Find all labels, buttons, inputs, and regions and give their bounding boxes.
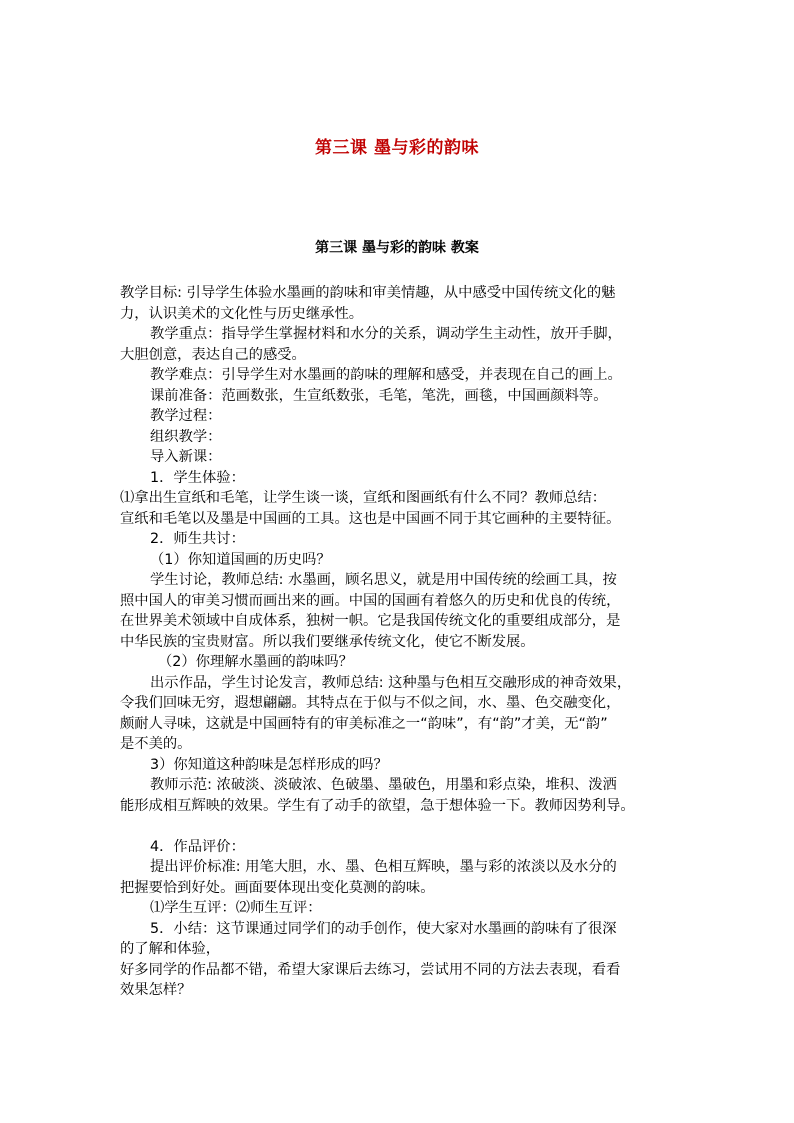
body-line: 能形成相互辉映的效果。学生有了动手的欲望，急于想体验一下。教师因势利导。 xyxy=(120,797,635,814)
document-body xyxy=(120,283,680,1001)
body-line: 2．师生共讨： xyxy=(150,531,245,547)
body-line: 3）你知道这种韵味是怎样形成的吗？ xyxy=(150,756,388,773)
body-line: 课前准备：范画数张，生宣纸数张，毛笔，笔洗，画毯，中国画颜料等。 xyxy=(150,387,608,404)
body-line: 中华民族的宝贵财富。所以我们要继承传统文化，使它不断发展。 xyxy=(120,633,535,650)
body-line: 好多同学的作品都不错，希望大家课后去练习，尝试用不同的方法去表现，看看 xyxy=(120,961,621,978)
body-line: 学生讨论，教师总结: 水墨画，顾名思义，就是用中国传统的绘画工具，按 xyxy=(150,572,617,588)
body-line: 提出评价标准: 用笔大胆，水、墨、色相互辉映，墨与彩的浓淡以及水分的 xyxy=(150,859,617,875)
body-line: 组织教学： xyxy=(150,428,222,445)
body-line: 颇耐人寻味，这就是中国画特有的审美标准之一“韵味”，有“韵”才美，无“韵” xyxy=(120,715,608,732)
body-line: 5．小结：这节课通过同学们的动手创作，使大家对水墨画的韵味有了很深 xyxy=(150,920,617,937)
body-line: 是不美的。 xyxy=(120,736,192,752)
body-line: 教学过程： xyxy=(150,408,222,424)
page-title: 第三课 墨与彩的韵味 xyxy=(315,138,479,158)
body-line: 效果怎样？ xyxy=(120,982,192,998)
body-line: 把握要恰到好处。画面要体现出变化莫测的韵味。 xyxy=(120,879,435,896)
body-line: 的了解和体验， xyxy=(120,941,221,957)
body-line: ⑴学生互评：⑵师生互评： xyxy=(150,900,322,916)
blank-line xyxy=(120,816,680,837)
body-line: 力，认识美术的文化性与历史继承性。 xyxy=(120,305,364,322)
body-line: 令我们回味无穷，遐想翩翩。其特点在于似与不似之间，水、墨、色交融变化， xyxy=(120,695,621,711)
body-line: 导入新课： xyxy=(150,449,222,465)
body-line: 1．学生体验： xyxy=(150,469,245,486)
body-line: 教学重点：指导学生掌握材料和水分的关系，调动学生主动性，放开手脚， xyxy=(150,326,622,342)
body-line: 出示作品，学生讨论发言，教师总结: 这种墨与色相互交融形成的神奇效果， xyxy=(150,674,632,691)
body-line: （2）你理解水墨画的韵味吗？ xyxy=(158,654,353,670)
body-line: 在世界美术领域中自成体系，独树一帜。它是我国传统文化的重要组成部分，是 xyxy=(120,613,621,629)
body-line: 教学目标: 引导学生体验水墨画的韵味和审美情趣，从中感受中国传统文化的魅 xyxy=(120,285,616,301)
body-line: 4．作品评价： xyxy=(150,838,245,855)
body-line: （1）你知道国画的历史吗？ xyxy=(150,551,331,568)
body-line: 教师示范: 浓破淡、淡破浓、色破墨、墨破色，用墨和彩点染，堆积、泼洒 xyxy=(150,777,617,793)
body-line: 教学难点：引导学生对水墨画的韵味的理解和感受，并表现在自己的画上。 xyxy=(150,367,622,383)
body-line: ⑴拿出生宣纸和毛笔，让学生谈一谈，宣纸和图画纸有什么不同？教师总结： xyxy=(120,490,607,506)
document-subtitle: 第三课 墨与彩的韵味 教案 xyxy=(315,240,479,256)
body-line: 大胆创意，表达自己的感受。 xyxy=(120,346,306,363)
body-line: 照中国人的审美习惯而画出来的画。中国的国画有着悠久的历史和优良的传统， xyxy=(120,592,621,609)
body-line: 宣纸和毛笔以及墨是中国画的工具。这也是中国画不同于其它画种的主要特征。 xyxy=(120,510,621,527)
